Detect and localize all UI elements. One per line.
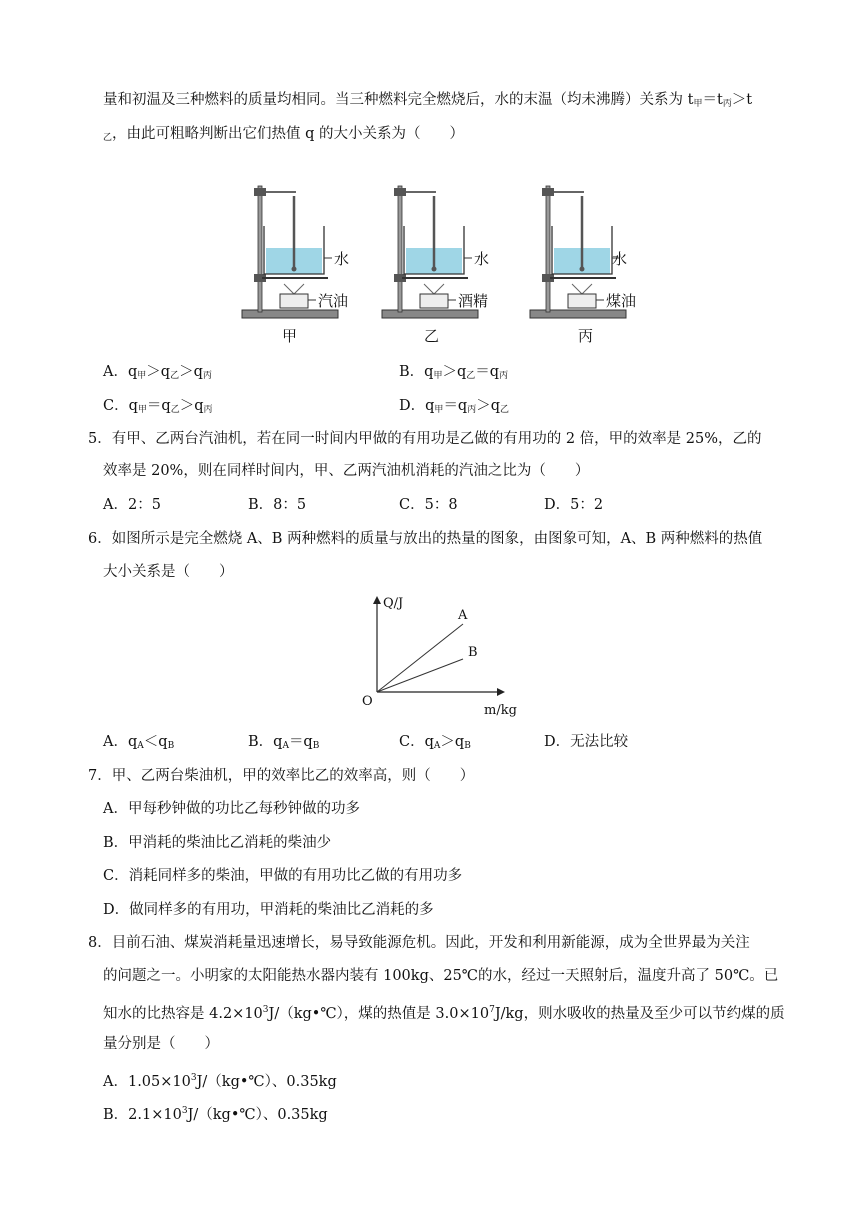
flame <box>572 284 592 294</box>
x-axis-arrow <box>497 688 505 696</box>
q6-option-a[interactable]: A．$q_A<q_B$ <box>103 734 175 751</box>
graph-x-label: m/kg <box>484 703 517 718</box>
q6-option-d[interactable]: D．无法比较 <box>544 734 629 750</box>
q5-stem-line2: 效率是 20%，则在同样时间内，甲、乙两汽油机消耗的汽油之比为（ ） <box>103 463 590 479</box>
q7-option-b[interactable]: B．甲消耗的柴油比乙消耗的柴油少 <box>103 835 332 851</box>
burner <box>280 294 308 308</box>
q8-option-a[interactable]: A．$1.05\times 10^3J/(kg•℃)$、0.35kg <box>103 1073 337 1090</box>
stand-base <box>382 310 478 318</box>
q4-option-b[interactable]: B．$q_甲>q_乙=q_丙$ <box>399 364 509 381</box>
graph-line-b-label: B <box>468 645 478 660</box>
water-label-yi: 水 <box>474 250 490 268</box>
clamp <box>394 188 406 196</box>
stand-rod <box>546 186 550 312</box>
q5-option-b[interactable]: B．8：5 <box>248 497 307 513</box>
line-a <box>377 624 463 692</box>
stand-rod <box>258 186 262 312</box>
stand-rod <box>398 186 402 312</box>
caption-bing: 丙 <box>578 327 594 345</box>
q4-option-d[interactable]: D．$q_甲=q_丙>q_乙$ <box>399 398 510 415</box>
q7-option-a[interactable]: A．甲每秒钟做的功比乙每秒钟做的功多 <box>103 801 360 817</box>
fuel-label-jia: 汽油 <box>318 292 349 310</box>
q4-stem-line1: 量和初温及三种燃料的质量均相同。当三种燃料完全燃烧后，水的末温（均未沸腾）关系为 $t_甲=t_丙>t$ <box>103 92 753 109</box>
stand-base <box>530 310 626 318</box>
caption-jia: 甲 <box>282 327 298 345</box>
q8-stem-line3: 知水的比热容是 $4.2\times 10^3J/(kg•℃)$，煤的热值是 $3.0\times 10^7J/kg$，则水吸收的热量及至少可以节约煤的质 <box>103 1005 785 1022</box>
q7-option-d[interactable]: D．做同样多的有用功，甲消耗的柴油比乙消耗的多 <box>103 902 434 918</box>
q6-graph <box>355 592 535 716</box>
fuel-label-yi: 酒精 <box>458 292 489 310</box>
clamp <box>254 188 266 196</box>
q8-stem-line4: 量分别是（ ） <box>103 1036 219 1052</box>
water-label-bing: 水 <box>612 250 628 268</box>
q5-stem-line1: 5．有甲、乙两台汽油机，若在同一时间内甲做的有用功是乙做的有用功的 2 倍，甲的效率是 25%，乙的 <box>88 431 762 447</box>
q7-stem: 7．甲、乙两台柴油机，甲的效率比乙的效率高，则（ ） <box>88 768 475 784</box>
flame <box>424 284 444 294</box>
burner <box>568 294 596 308</box>
q4-option-c[interactable]: C．$q_甲=q_乙>q_丙$ <box>103 398 213 415</box>
graph-origin-label: O <box>362 694 373 709</box>
y-axis-arrow <box>373 596 381 604</box>
q4-option-a[interactable]: A．$q_甲>q_乙>q_丙$ <box>103 364 212 381</box>
q6-option-b[interactable]: B．$q_A=q_B$ <box>248 734 320 751</box>
q8-stem-line1: 8．目前石油、煤炭消耗量迅速增长，易导致能源危机。因此，开发和利用新能源，成为全世界最为关注 <box>88 935 750 951</box>
q6-stem-line2: 大小关系是（ ） <box>103 564 234 580</box>
q6-stem-line1: 6．如图所示是完全燃烧 A、B 两种燃料的质量与放出的热量的图象，由图象可知，A、B 两种燃料的热值 <box>88 531 763 547</box>
q4-stem-line2: $_乙$，由此可粗略判断出它们热值 q 的大小关系为（ ） <box>103 126 465 143</box>
q5-option-a[interactable]: A．2：5 <box>103 497 161 513</box>
q6-option-c[interactable]: C．$q_A>q_B$ <box>399 734 471 751</box>
caption-yi: 乙 <box>424 327 440 345</box>
water-label-jia: 水 <box>334 250 350 268</box>
flame <box>284 284 304 294</box>
q5-option-d[interactable]: D．5：2 <box>544 497 604 513</box>
clamp <box>542 188 554 196</box>
stand-base <box>242 310 338 318</box>
burner <box>420 294 448 308</box>
q7-option-c[interactable]: C．消耗同样多的柴油，甲做的有用功比乙做的有用功多 <box>103 868 463 884</box>
line-b <box>377 659 463 692</box>
q8-stem-line2: 的问题之一。小明家的太阳能热水器内装有 100kg、25℃的水，经过一天照射后，温度升高了 50℃。已 <box>103 968 779 984</box>
graph-y-label: Q/J <box>383 596 404 611</box>
q5-option-c[interactable]: C．5：8 <box>399 497 458 513</box>
q8-option-b[interactable]: B．$2.1\times 10^3J/(kg•℃)$、0.35kg <box>103 1106 328 1123</box>
fuel-label-bing: 煤油 <box>606 292 637 310</box>
graph-line-a-label: A <box>458 608 468 623</box>
